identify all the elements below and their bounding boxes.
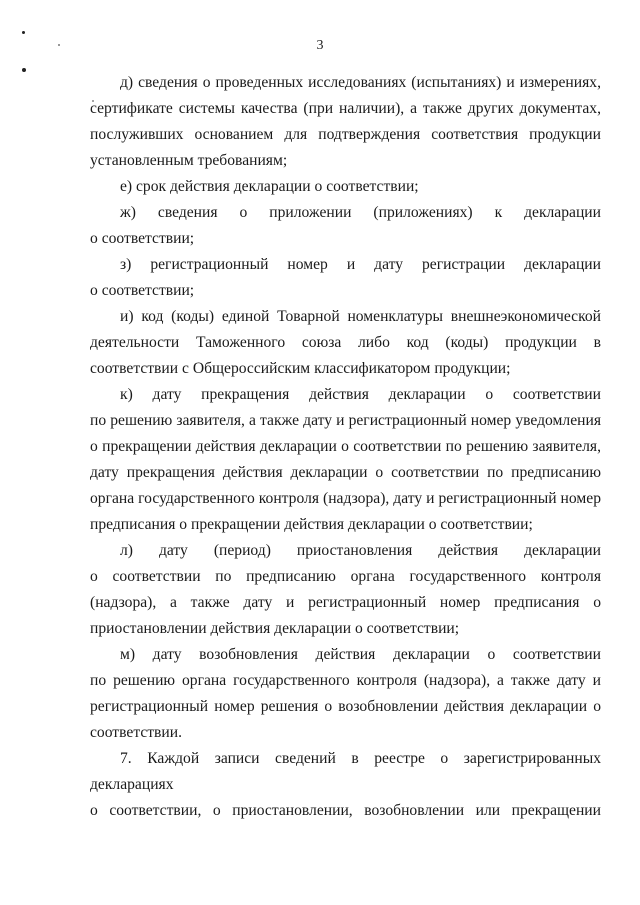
scan-dot-mark	[22, 68, 26, 72]
document-body	[90, 70, 601, 824]
item-z-line1: з) регистрационный номер и дату регистрации декларации	[120, 256, 601, 273]
scan-dot-mark	[58, 44, 60, 46]
item-z-line2: о соответствии;	[90, 282, 195, 299]
item-e: е) срок действия декларации о соответствии;	[120, 178, 419, 195]
item-m-rest: по решению органа государственного контроля (надзора), а также дату и регистрационный номер решения о возобновлении действия декларации о соответствии.	[90, 672, 601, 741]
item-m-line1: м) дату возобновления действия декларации о соответствии	[120, 646, 601, 663]
clause-7-line1: 7. Каждой записи сведений в реестре о зарегистрированных декларациях	[90, 750, 601, 793]
item-k-rest: по решению заявителя, а также дату и регистрационный номер уведомления о прекращении действия декларации о соответствии по решению заявителя, дату прекращения действия декларации о соответствии по предписанию органа государственного контроля (надзора), дату и регистрационный номер предписания о прекращении действия декларации о соответствии;	[90, 412, 601, 533]
item-zh-line2: о соответствии;	[90, 230, 195, 247]
item-l-line1: л) дату (период) приостановления действия декларации	[120, 542, 601, 559]
item-zh-line1: ж) сведения о приложении (приложениях) к декларации	[120, 204, 601, 221]
scan-dot-mark	[22, 31, 25, 34]
clause-7-line2: о соответствии, о приостановлении, возобновлении или прекращении	[90, 802, 601, 819]
page-number: 3	[316, 38, 324, 53]
item-d: д) сведения о проведенных исследованиях (испытаниях) и измерениях, сертификате системы качества (при наличии), а также других документах, послуживших основанием для подтверждения соответствия продукции установленным требованиям;	[90, 74, 601, 169]
item-i: и) код (коды) единой Товарной номенклатуры внешнеэкономической деятельности Таможенного союза либо код (коды) продукции в соответствии с Общероссийским классификатором продукции;	[90, 308, 601, 377]
item-l-rest: о соответствии по предписанию органа государственного контроля (надзора), а также дату и регистрационный номер предписания о приостановлении действия декларации о соответствии;	[90, 568, 601, 637]
item-k-line1: к) дату прекращения действия декларации о соответствии	[120, 386, 601, 403]
